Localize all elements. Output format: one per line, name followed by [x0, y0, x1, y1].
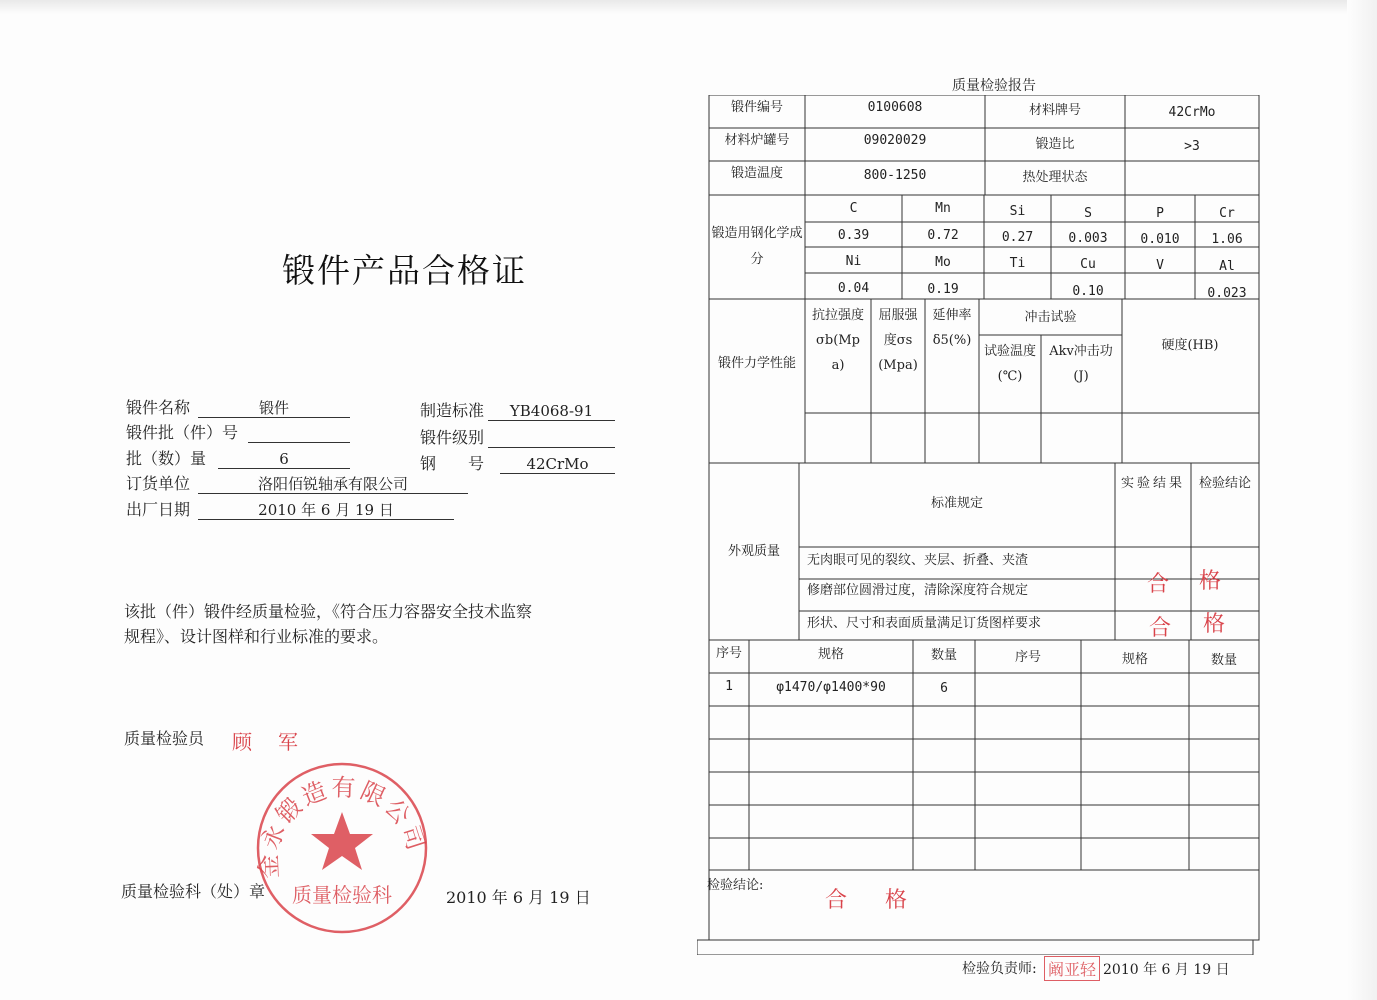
chem-ti-label: Ti — [1009, 256, 1026, 271]
forging-ratio-value: >3 — [1184, 139, 1200, 154]
pass-stamp-3: 合 — [1149, 616, 1172, 641]
items-qty-header-2: 数量 — [1210, 653, 1237, 668]
date-value: 2010 年 6 月 19 日 — [198, 499, 454, 520]
item-row-spec: φ1470/φ1400*90 — [776, 680, 886, 695]
chem-s-value: 0.003 — [1068, 231, 1108, 246]
chem-cr-label: Cr — [1219, 206, 1235, 221]
batch-label: 锻件批（件）号 — [126, 423, 239, 442]
conclusion-header: 检验结论 — [1198, 476, 1251, 491]
chem-cr-value: 1.06 — [1211, 232, 1243, 247]
pass-stamp-1: 合 — [1147, 572, 1170, 597]
quantity-value: 6 — [218, 448, 350, 469]
yield-header: 屈服强度σs(Mpa) — [878, 308, 918, 373]
items-no-header-1: 序号 — [715, 646, 742, 661]
chem-mn-label: Mn — [935, 201, 951, 216]
chem-p-value: 0.010 — [1140, 232, 1180, 247]
temp-label: 锻造温度 — [730, 166, 783, 181]
dept-seal-date: 2010 年 6 月 19 日 — [446, 888, 591, 907]
material-grade-label: 材料牌号 — [1028, 103, 1081, 118]
hardness-header: 硬度(HB) — [1161, 338, 1219, 353]
material-grade-value: 42CrMo — [1168, 105, 1216, 120]
date-label: 出厂日期 — [126, 500, 191, 519]
mech-label: 锻件力学性能 — [717, 356, 796, 371]
chem-mn-value: 0.72 — [927, 228, 959, 243]
name-value: 锻件 — [198, 397, 350, 418]
chem-ni-value: 0.04 — [837, 281, 870, 296]
inspector-label: 质量检验员 — [124, 729, 205, 748]
svg-text:质量检验科: 质量检验科 — [292, 883, 392, 907]
chem-p-label: P — [1156, 206, 1164, 221]
chem-label: 锻造用钢化学成分 — [711, 226, 803, 267]
pass-stamp-2: 格 — [1199, 569, 1222, 594]
scan-edge-top — [0, 0, 1377, 14]
company-seal-stamp — [251, 760, 433, 936]
report-title: 质量检验报告 — [952, 78, 1036, 94]
heat-no-label: 材料炉罐号 — [724, 133, 790, 148]
items-qty-header-1: 数量 — [930, 648, 957, 663]
customer-value: 洛阳佰锐轴承有限公司 — [198, 473, 468, 494]
chem-ni-label: Ni — [845, 254, 862, 269]
forging-no-value: 0100608 — [867, 100, 923, 115]
tensile-header: 抗拉强度σb(Mpa) — [811, 308, 864, 373]
scan-edge-right — [1347, 0, 1377, 1000]
chem-mo-label: Mo — [935, 255, 951, 270]
heat-treat-label: 热处理状态 — [1022, 170, 1088, 185]
impact-temp-header: 试验温度(℃) — [983, 344, 1036, 384]
appearance-req-3: 形状、尺寸和表面质量满足订货图样要求 — [807, 616, 1042, 631]
responsible-stamp: 阚亚轻 — [1044, 956, 1100, 981]
temp-value: 800-1250 — [863, 168, 927, 183]
impact-header: 冲击试验 — [1024, 310, 1077, 325]
chem-mo-value: 0.19 — [927, 282, 959, 297]
steel-value: 42CrMo — [500, 453, 615, 474]
items-spec-header-2: 规格 — [1121, 652, 1148, 667]
items-spec-header-1: 规格 — [817, 647, 844, 662]
appearance-label: 外观质量 — [727, 544, 780, 559]
chem-al-label: Al — [1219, 259, 1235, 274]
svg-text:金永锻造有限公司: 金永锻造有限公司 — [254, 773, 431, 880]
dept-seal-label: 质量检验科（处）章 — [121, 882, 266, 901]
chem-si-label: Si — [1009, 204, 1026, 219]
item-row-no: 1 — [725, 679, 733, 694]
item-row-qty: 6 — [940, 681, 948, 696]
standard-value: YB4068-91 — [488, 400, 615, 421]
grade-label: 锻件级别 — [420, 428, 485, 447]
batch-value — [248, 422, 350, 443]
test-result-header: 实验结果 — [1121, 476, 1186, 491]
items-no-header-2: 序号 — [1014, 650, 1041, 665]
inspection-report-table — [697, 95, 1263, 955]
appearance-req-2: 修磨部位圆滑过度，清除深度符合规定 — [807, 583, 1029, 598]
elongation-header: 延伸率δ5(%) — [932, 308, 972, 348]
chem-c-value: 0.39 — [837, 228, 870, 243]
grade-value — [488, 427, 615, 448]
quantity-label: 批（数）量 — [126, 449, 207, 468]
chem-s-label: S — [1084, 206, 1092, 221]
name-label: 锻件名称 — [126, 398, 191, 417]
standard-spec-header: 标准规定 — [930, 496, 983, 511]
final-conclusion-label: 检验结论: — [707, 878, 764, 893]
forging-no-label: 锻件编号 — [730, 100, 783, 115]
chem-v-label: V — [1156, 258, 1164, 273]
forging-ratio-label: 锻造比 — [1035, 137, 1075, 152]
final-conclusion-stamp: 合 格 — [825, 888, 916, 913]
chem-cu-value: 0.10 — [1072, 284, 1104, 299]
heat-no-value: 09020029 — [863, 133, 927, 148]
customer-label: 订货单位 — [126, 474, 191, 493]
steel-label: 钢 号 — [420, 454, 485, 473]
responsible-date: 2010 年 6 月 19 日 — [1103, 962, 1230, 978]
chem-c-label: C — [849, 201, 858, 216]
appearance-req-1: 无肉眼可见的裂纹、夹层、折叠、夹渣 — [807, 553, 1029, 568]
pass-stamp-4: 格 — [1203, 612, 1226, 637]
chem-cu-label: Cu — [1080, 257, 1096, 272]
inspector-signature: 顾军 — [232, 730, 324, 754]
chem-si-value: 0.27 — [1001, 230, 1034, 245]
impact-akv-header: Akv冲击功(J) — [1049, 344, 1113, 384]
compliance-statement: 该批（件）锻件经质量检验，《符合压力容器安全技术监察规程》、设计图样和行业标准的要求。 — [124, 602, 533, 646]
chem-al-value: 0.023 — [1207, 286, 1247, 301]
certificate-title: 锻件产品合格证 — [282, 251, 527, 290]
standard-label: 制造标准 — [420, 401, 485, 420]
responsible-label: 检验负责师: — [962, 961, 1037, 977]
